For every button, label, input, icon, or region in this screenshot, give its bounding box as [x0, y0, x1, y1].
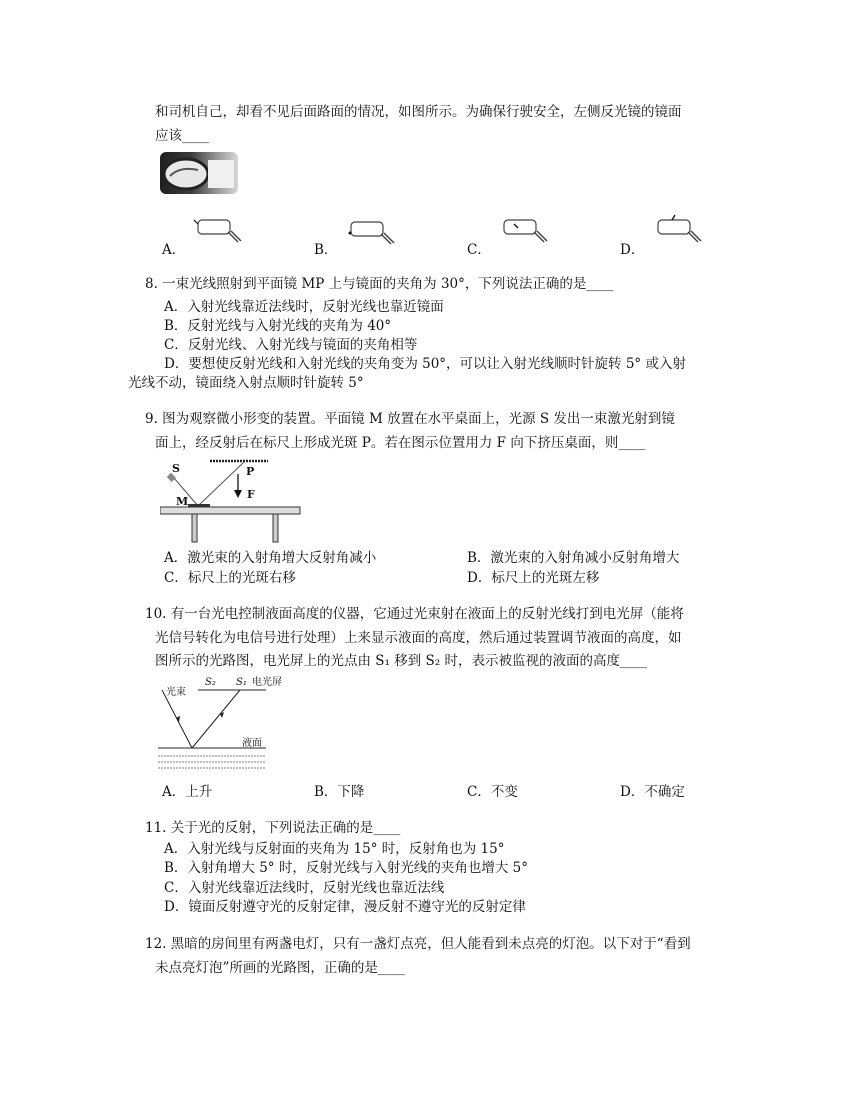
q7-line1: 和司机自己，却看不见后面路面的情况，如图所示。为确保行驶安全，左侧反光镜的镜面 [155, 104, 682, 120]
mirror-icon-a [190, 216, 250, 246]
q8-option-a: A．入射光线靠近法线时，反射光线也靠近镜面 [164, 299, 444, 315]
q8-option-b: B．反射光线与入射光线的夹角为 40° [164, 318, 392, 334]
q9-option-d: D．标尺上的光斑左移 [467, 570, 600, 586]
q11-option-b: B．入射角增大 5° 时，反射光线与入射光线的夹角也增大 5° [164, 860, 528, 876]
q10-line2: 光信号转化为电信号进行处理）上来显示液面的高度，然后通过装置调节液面的高度，如 [155, 630, 682, 646]
q10-line1: 10. 有一台光电控制液面高度的仪器，它通过光束射在液面上的反射光线打到电光屏（能将 [145, 606, 684, 622]
q12-line1: 12. 黑暗的房间里有两盏电灯，只有一盏灯点亮，但人能看到未点亮的灯泡。以下对于“看到 [145, 936, 691, 952]
q11-option-d: D．镜面反射遵守光的反射定律，漫反射不遵守光的反射定律 [164, 899, 526, 915]
q10-option-c: C．不变 [467, 784, 518, 800]
q10-option-b: B．下降 [314, 784, 365, 800]
fig10-label-s1: S₁ [236, 677, 247, 688]
q11-stem: 11. 关于光的反射，下列说法正确的是____ [145, 820, 401, 836]
car-mirror-photo [160, 152, 238, 194]
fig9-label-m: M [176, 495, 189, 508]
q12-line2: 未点亮灯泡”所画的光路图，正确的是____ [155, 960, 405, 976]
q9-line1: 9. 图为观察微小形变的装置。平面镜 M 放置在水平桌面上，光源 S 发出一束激光射到镜 [145, 411, 675, 427]
q9-option-a: A．激光束的入射角增大反射角减小 [164, 550, 377, 566]
q9-option-c: C．标尺上的光斑右移 [164, 570, 296, 586]
q7-option-d: D． [620, 242, 645, 258]
fig10-label-beam: 光束 [166, 687, 186, 698]
q8-stem: 8. 一束光线照射到平面镜 MP 上与镜面的夹角为 30°，下列说法正确的是____ [145, 276, 614, 292]
q7-option-b: B． [314, 242, 338, 258]
q11-option-c: C．入射光线靠近法线时，反射光线也靠近法线 [164, 880, 445, 896]
q10-option-d: D．不确定 [620, 784, 685, 800]
mirror-icon-d [650, 214, 710, 244]
q8-option-c: C．反射光线、入射光线与镜面的夹角相等 [164, 337, 418, 353]
q10-option-a: A．上升 [162, 784, 213, 800]
fig9-label-s: S [172, 462, 180, 475]
q7-line2: 应该____ [155, 128, 209, 144]
fig10-label-liquid: 液面 [242, 738, 262, 749]
q8-option-d-line1: D．要想使反射光线和入射光线的夹角变为 50°，可以让入射光线顺时针旋转 5° 或入射 [164, 356, 686, 372]
fig10-label-s2: S₂ [205, 677, 216, 688]
q7-option-a: A． [162, 242, 186, 258]
q7-option-c: C． [467, 242, 491, 258]
fig9-label-p: P [246, 465, 255, 478]
q11-option-a: A．入射光线与反射面的夹角为 15° 时，反射角也为 15° [164, 841, 505, 857]
mirror-icon-b [343, 218, 403, 248]
fig10-label-screen: 电光屏 [252, 677, 282, 688]
fig9-label-f: F [247, 488, 255, 501]
q10-line3: 图所示的光路图，电光屏上的光点由 S₁ 移到 S₂ 时，表示被监视的液面的高度____ [155, 653, 647, 669]
mirror-icon-c [496, 216, 556, 246]
q9-line2: 面上，经反射后在标尺上形成光斑 P。若在图示位置用力 F 向下挤压桌面，则____ [155, 435, 646, 451]
q9-option-b: B．激光束的入射角减小反射角增大 [467, 550, 680, 566]
q8-option-d-line2: 光线不动，镜面绕入射点顺时针旋转 5° [128, 375, 364, 391]
